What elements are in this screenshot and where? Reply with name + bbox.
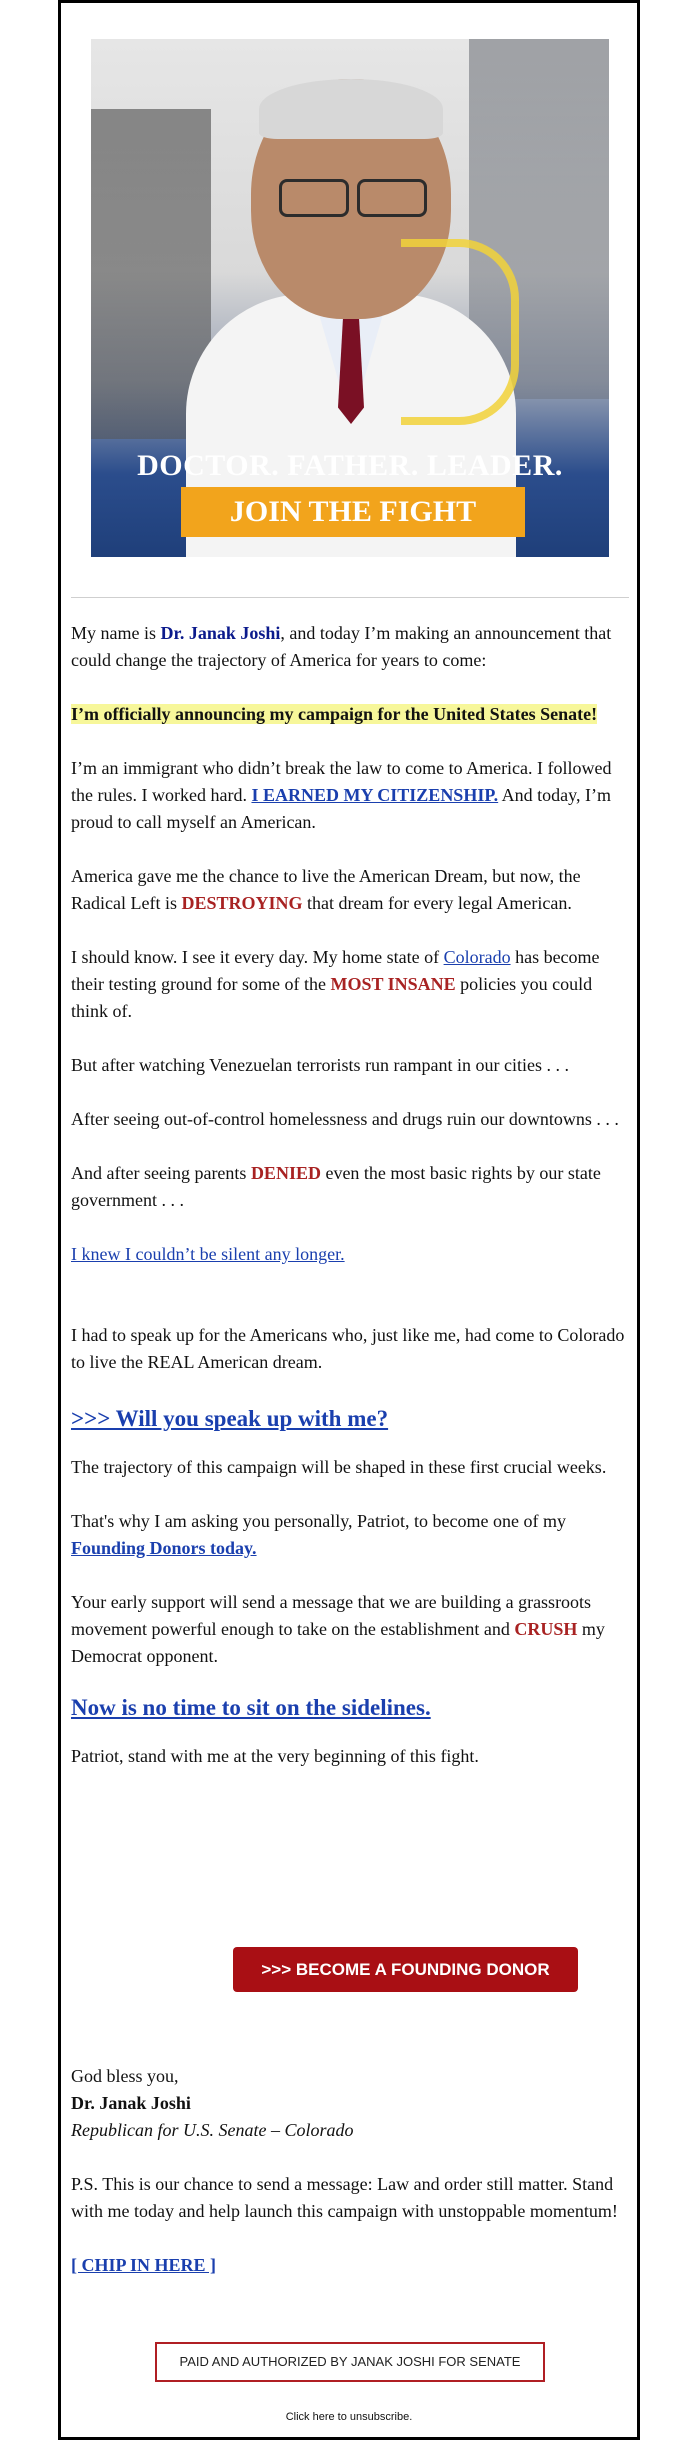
emphasis-destroying: DESTROYING xyxy=(181,893,303,913)
signoff-title: Republican for U.S. Senate – Colorado xyxy=(71,2120,354,2140)
chip-in-link[interactable]: [ CHIP IN HERE ] xyxy=(71,2255,217,2275)
paragraph-venezuelan: But after watching Venezuelan terrorists run rampant in our cities . . . xyxy=(71,1055,570,1075)
paragraph-trajectory: The trajectory of this campaign will be shaped in these first crucial weeks. xyxy=(71,1457,607,1477)
paragraph-grassroots: Your early support will send a message that we are building a grassroots movement powerful enough to take on the establishment and CRUSH my Democrat opponent. xyxy=(71,1592,605,1666)
hero-image[interactable] xyxy=(91,39,609,557)
paragraph-intro: My name is Dr. Janak Joshi, and today I’m making an announcement that could change the trajectory of America for years to come: xyxy=(71,623,612,670)
join-the-fight-banner[interactable]: JOIN THE FIGHT xyxy=(181,487,525,537)
signoff-greeting: God bless you, xyxy=(71,2066,179,2086)
become-founding-donor-button[interactable]: >>> BECOME A FOUNDING DONOR xyxy=(233,1947,578,1992)
paragraph-founding-donors: That's why I am asking you personally, Patriot, to become one of my Founding Donors today. xyxy=(71,1511,566,1558)
paragraph-colorado: I should know. I see it every day. My home state of Colorado has become their testing ground for some of the MOST INSANE policies you could think of. xyxy=(71,947,600,1021)
paragraph-chip-in xyxy=(71,2252,633,2279)
hero-glasses xyxy=(271,179,431,213)
hero-headline: DOCTOR. FATHER. LEADER. xyxy=(137,449,563,482)
divider xyxy=(71,597,629,598)
emphasis-denied: DENIED xyxy=(250,1163,321,1183)
paragraph-announcement xyxy=(71,701,633,728)
paragraph-stand-with-me: Patriot, stand with me at the very beginning of this fight. xyxy=(71,1746,479,1766)
unsubscribe-link[interactable]: Click here to unsubscribe. xyxy=(285,2411,413,2423)
paragraph-parents: And after seeing parents DENIED even the most basic rights by our state government . . . xyxy=(71,1163,601,1210)
paragraph-american-dream: America gave me the chance to live the American Dream, but now, the Radical Left is DESTROYING that dream for every legal American. xyxy=(71,866,581,913)
colorado-link[interactable]: Colorado xyxy=(443,947,511,967)
silent-link[interactable]: I knew I couldn’t be silent any longer. xyxy=(71,1244,345,1264)
email-body xyxy=(71,620,633,1770)
paragraph-homelessness: After seeing out-of-control homelessness and drugs ruin our downtowns . . . xyxy=(71,1109,619,1129)
emphasis-most-insane: MOST INSANE xyxy=(330,974,456,994)
postscript: P.S. This is our chance to send a message: Law and order still matter. Stand with me today and help launch this campaign with unstoppable momentum! xyxy=(71,2174,618,2221)
paragraph-immigrant: I’m an immigrant who didn’t break the law to come to America. I followed the rules. I worked hard. I EARNED MY CITIZENSHIP. And today, I’m proud to call myself an American. xyxy=(71,758,612,832)
earned-citizenship-link[interactable]: I EARNED MY CITIZENSHIP. xyxy=(251,785,499,805)
paragraph-sidelines xyxy=(71,1692,633,1725)
founding-donors-link[interactable]: Founding Donors today. xyxy=(71,1538,257,1558)
stethoscope-graphic xyxy=(401,239,519,425)
emphasis-crush: CRUSH xyxy=(514,1619,578,1639)
signoff-block xyxy=(71,2063,633,2279)
hero-portrait-hair xyxy=(259,79,443,139)
paid-for-disclaimer: PAID AND AUTHORIZED BY JANAK JOSHI FOR SENATE xyxy=(155,2342,545,2382)
speak-up-link[interactable]: >>> Will you speak up with me? xyxy=(71,1406,389,1431)
candidate-name: Dr. Janak Joshi xyxy=(160,623,281,643)
paragraph-speak-up-link xyxy=(71,1403,633,1436)
highlighted-announcement: I’m officially announcing my campaign for the United States Senate! xyxy=(71,704,598,724)
paragraph-speak-up: I had to speak up for the Americans who, just like me, had come to Colorado to live the REAL American dream. xyxy=(71,1325,625,1372)
email-frame xyxy=(58,0,640,2440)
paragraph-silent xyxy=(71,1241,633,1268)
signoff-name: Dr. Janak Joshi xyxy=(71,2093,191,2113)
sidelines-link[interactable]: Now is no time to sit on the sidelines. xyxy=(71,1695,431,1720)
